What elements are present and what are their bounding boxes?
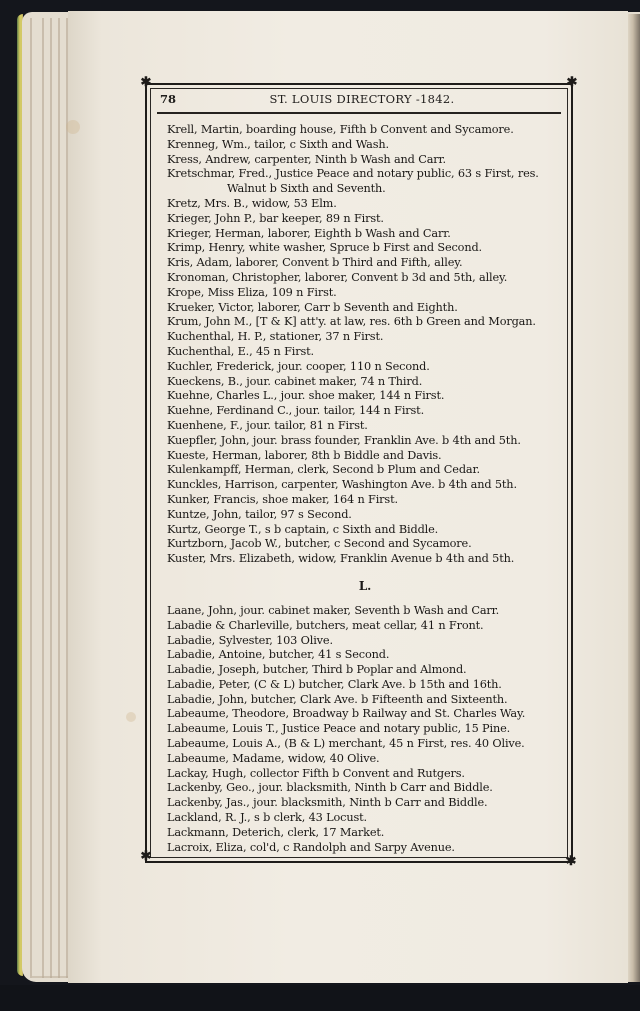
directory-entry: Lackenby, Jas., jour. blacksmith, Ninth b Carr and Biddle.: [167, 796, 488, 810]
directory-entry: Krell, Martin, boarding house, Fifth b Convent and Sycamore.: [167, 123, 514, 136]
directory-entry: Kretz, Mrs. B., widow, 53 Elm.: [167, 196, 337, 210]
directory-entry: Krope, Miss Eliza, 109 n First.: [167, 285, 337, 299]
background-bottom: [0, 985, 640, 1011]
directory-entry: Kuster, Mrs. Elizabeth, widow, Franklin Avenue b 4th and 5th.: [167, 552, 515, 566]
directory-entry: Labeaume, Louis T., Justice Peace and notary public, 15 Pine.: [167, 722, 511, 736]
directory-entry: Labadie & Charleville, butchers, meat cellar, 41 n Front.: [167, 618, 484, 632]
directory-entry: Kuntze, John, tailor, 97 s Second.: [167, 507, 352, 521]
directory-entry: Laane, John, jour. cabinet maker, Seventh b Wash and Carr.: [167, 603, 500, 617]
directory-entry: Kris, Adam, laborer, Convent b Third and Fifth, alley.: [167, 256, 463, 270]
directory-entry: Kuehne, Ferdinand C., jour. tailor, 144 n First.: [167, 404, 425, 418]
directory-entry: Kuchenthal, E., 45 n First.: [167, 344, 314, 358]
directory-entry: Kuchler, Frederick, jour. cooper, 110 n Second.: [167, 359, 430, 373]
directory-entry: Kueste, Herman, laborer, 8th b Biddle and Davis.: [167, 448, 442, 462]
directory-entry: Kurtz, George T., s b captain, c Sixth and Biddle.: [167, 522, 439, 536]
directory-entry: Kronoman, Christopher, laborer, Convent b 3d and 5th, alley.: [167, 270, 508, 284]
directory-entry: Lackay, Hugh, collector Fifth b Convent and Rutgers.: [167, 766, 465, 780]
directory-entry: Krueker, Victor, laborer, Carr b Seventh and Eighth.: [167, 300, 458, 314]
paper-stain: [66, 120, 80, 134]
corner-ornament-icon: ✱: [140, 849, 152, 864]
directory-entries: [167, 123, 563, 855]
page-title: ST. LOUIS DIRECTORY -1842.: [269, 92, 455, 106]
section-letter-heading: L.: [358, 578, 372, 593]
directory-entry: Kuenhene, F., jour. tailor, 81 n First.: [167, 418, 368, 432]
directory-entry: Labadie, Antoine, butcher, 41 s Second.: [167, 648, 390, 662]
directory-entry: Labadie, John, butcher, Clark Ave. b Fifteenth and Sixteenth.: [167, 692, 508, 706]
directory-entry: Krum, John M., [T & K] att'y. at law, res. 6th b Green and Morgan.: [167, 315, 536, 329]
directory-entry: Kress, Andrew, carpenter, Ninth b Wash and Carr.: [167, 152, 446, 166]
directory-entry: Lackland, R. J., s b clerk, 43 Locust.: [167, 811, 367, 825]
directory-entry: Labeaume, Louis A., (B & L) merchant, 45 n First, res. 40 Olive.: [167, 737, 525, 751]
directory-entry: Kueckens, B., jour. cabinet maker, 74 n Third.: [167, 374, 423, 388]
directory-entry: Kulenkampff, Herman, clerk, Second b Plum and Cedar.: [167, 463, 480, 477]
directory-entry: Lackmann, Deterich, clerk, 17 Market.: [167, 825, 385, 839]
directory-entry: Kuepfler, John, jour. brass founder, Franklin Ave. b 4th and 5th.: [167, 433, 521, 447]
directory-entry: Labadie, Peter, (C & L) butcher, Clark Ave. b 15th and 16th.: [167, 677, 502, 691]
directory-entry: Labadie, Sylvester, 103 Olive.: [167, 633, 333, 647]
directory-entry: Kunker, Francis, shoe maker, 164 n First.: [167, 492, 398, 506]
directory-entry: Lacroix, Eliza, col'd, c Randolph and Sarpy Avenue.: [167, 840, 455, 854]
directory-entry: Kuehne, Charles L., jour. shoe maker, 144 n First.: [167, 389, 445, 403]
running-head: [160, 92, 564, 108]
paper-stain: [126, 712, 136, 722]
directory-entry: Labadie, Joseph, butcher, Third b Poplar and Almond.: [167, 663, 467, 677]
directory-entry: Kunckles, Harrison, carpenter, Washington Ave. b 4th and 5th.: [167, 478, 517, 492]
directory-entry: Labeaume, Madame, widow, 40 Olive.: [167, 751, 380, 765]
next-page-edge: [628, 14, 640, 982]
corner-ornament-icon: ✱: [140, 75, 152, 90]
directory-entry: Labeaume, Theodore, Broadway b Railway and St. Charles Way.: [167, 707, 526, 721]
header-rule: [157, 112, 561, 114]
directory-entry: Krimp, Henry, white washer, Spruce b First and Second.: [167, 241, 482, 255]
directory-entry: Krieger, Herman, laborer, Eighth b Wash and Carr.: [167, 226, 451, 240]
directory-entry: Lackenby, Geo., jour. blacksmith, Ninth b Carr and Biddle.: [167, 781, 493, 795]
directory-entry: Kurtzborn, Jacob W., butcher, c Second and Sycamore.: [167, 537, 472, 551]
corner-ornament-icon: ✱: [566, 75, 578, 90]
directory-entry: Kretschmar, Fred., Justice Peace and notary public, 63 s First, res.: [167, 167, 539, 181]
directory-entry: Krenneg, Wm., tailor, c Sixth and Wash.: [167, 137, 389, 151]
directory-entry-continuation: Walnut b Sixth and Seventh.: [227, 182, 386, 196]
page-number: 78: [160, 92, 177, 106]
directory-entry: Krieger, John P., bar keeper, 89 n First.: [167, 211, 384, 225]
directory-entry: Kuchenthal, H. P., stationer, 37 n First.: [167, 330, 384, 344]
corner-ornament-icon: ✱: [565, 854, 577, 869]
